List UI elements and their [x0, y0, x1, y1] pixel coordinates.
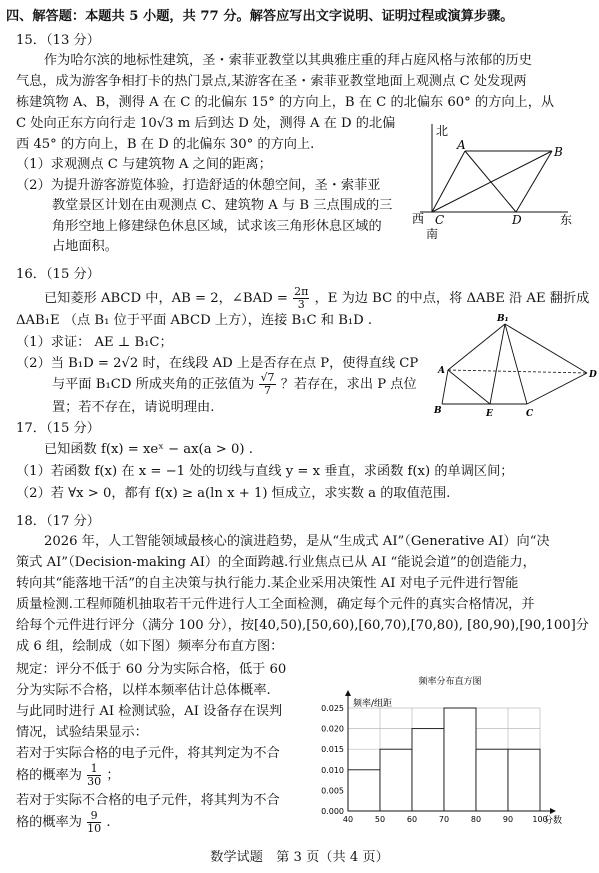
angle-denominator: 3 [297, 298, 305, 311]
point-b1-label: B₁ [497, 314, 509, 324]
q15-subquestion-2-line-1: （2）为提升游客游览体验，打造舒适的休憩空间，圣・索菲亚 [16, 178, 381, 193]
point-c-label-q16: C [526, 409, 534, 419]
q18-rule-line-2: 分为实际不合格，以样本频率估计总体概率. [16, 683, 271, 698]
point-d-label-q16: D [589, 370, 597, 380]
q15-text-line-1: 作为哈尔滨的地标性建筑，圣・索菲亚教堂以其典雅庄重的拜占庭风格与浓郁的历史 [44, 53, 532, 68]
q18-text-line-3: 转向其“能落地干活”的自主决策与执行能力.某企业采用决策性 AI 对电子元件进行智能 [16, 576, 519, 591]
prob-denominator-2: 10 [87, 822, 102, 835]
q18-rule-line-1: 规定：评分不低于 60 分为实际合格，低于 60 [16, 662, 287, 677]
histogram-bar [348, 770, 380, 811]
prob-fraction-2 [87, 810, 101, 835]
q16-text-line-1b: ，E 为边 BC 的中点，将 ΔABE 沿 AE 翻折成 [314, 291, 590, 306]
q17-subquestion-2: （2）若 ∀x > 0，都有 f(x) ≥ a(ln x + 1) 恒成立，求实数 a 的取值范围. [16, 486, 451, 501]
q18-text-line-5: 给每个元件进行评分（满分 100 分），按[40,50),[50,60),[60,70),[70,80), [80,90),[90,100]分 [16, 618, 589, 633]
frequency-histogram [300, 668, 590, 828]
q18-text-line-2: 策式 AI”（Decision-making AI）的全面跨越.行业焦点已从 AI “能说会道”的创造能力， [16, 555, 536, 570]
q18-rule-line-7: 若对于实际不合格的电子元件，将其判为不合 [16, 793, 280, 808]
q18-text-line-4: 质量检测.工程师随机抽取若干元件进行人工全面检测，确定每个元件的真实合格情况，并 [16, 597, 535, 612]
sine-numerator: √7 [260, 371, 275, 384]
q15-text-line-4 [16, 115, 395, 133]
section-header: 四、解答题：本题共 5 小题，共 77 分。解答应写出文字说明、证明过程或演算步骤。 [6, 9, 514, 24]
chart-ylabel: 频率/组距 [353, 699, 393, 709]
y-tick-label: 0.020 [321, 724, 344, 734]
point-e-label: E [486, 409, 493, 419]
q18-rule-line-8 [16, 808, 111, 838]
prob-numerator-2: 9 [87, 810, 101, 823]
x-axis-arrow [550, 808, 556, 814]
histogram-bar [412, 729, 444, 811]
histogram-bar [380, 749, 412, 811]
east-label: 东 [560, 213, 573, 227]
point-b-label-q16: B [434, 406, 442, 416]
prob-numerator-1: 1 [87, 763, 101, 776]
q15-subquestion-1: （1）求观测点 C 与建筑物 A 之间的距离； [16, 157, 272, 172]
q16-subquestion-2-line-2a: 与平面 B₁CD 所成夹角的正弦值为 [52, 377, 255, 392]
y-axis-arrow [345, 690, 351, 696]
angle-numerator: 2π [294, 285, 309, 298]
histogram-bar [508, 749, 540, 811]
x-tick-label: 100 [532, 815, 548, 824]
prob-fraction-1 [87, 763, 101, 788]
q15-subquestion-2-line-2: 教堂景区计划在由观测点 C、建筑物 A 与 B 三点围成的三 [52, 198, 393, 213]
sine-fraction [259, 372, 275, 397]
point-c-label: C [435, 213, 445, 227]
q18-rule-line-6b: ； [106, 768, 120, 783]
q18-rule-line-8a: 格的概率为 [16, 815, 82, 830]
q18-rule-line-8b: . [106, 815, 111, 830]
q17-text-line-1: 已知函数 f(x) = xeˣ − ax(a > 0) . [44, 442, 253, 457]
x-tick-label: 80 [470, 815, 482, 824]
q15-distance: 10√3 m [140, 116, 191, 131]
x-tick-label: 50 [374, 815, 386, 824]
sine-denominator: 7 [263, 384, 271, 397]
q15-text-line-4a: C 处向正东方向行走 [16, 116, 136, 131]
q18-rule-line-6a: 格的概率为 [16, 768, 82, 783]
histogram-bar [444, 708, 476, 811]
q16-heading: 16．（15 分） [16, 267, 100, 282]
q18-rule-line-4: 情况，试验结果显示： [16, 725, 148, 740]
x-tick-label: 60 [406, 815, 418, 824]
q16-pyramid-figure [432, 312, 597, 422]
q18-rule-line-5: 若对于实际合格的电子元件，将其判定为不合 [16, 746, 280, 761]
q18-text-line-6: 成 6 组，绘制成（如下图）频率分布直方图： [16, 639, 284, 654]
y-tick-label: 0.010 [321, 765, 344, 775]
q18-rule-line-3: 与此同时进行 AI 检测试验，AI 设备存在误判 [16, 704, 283, 719]
q16-text-line-1a: 已知菱形 ABCD 中，AB = 2，∠BAD = [44, 291, 288, 306]
q18-heading: 18．（17 分） [16, 514, 100, 529]
prob-denominator-1: 30 [87, 775, 102, 788]
q16-subquestion-2-line-2 [52, 370, 417, 400]
point-a-label: A [457, 138, 466, 152]
angle-fraction [293, 286, 309, 311]
q15-heading: 15．（13 分） [16, 33, 100, 48]
q16-text-line-2: ΔAB₁E （点 B₁ 位于平面 ABCD 上方），连接 B₁C 和 B₁D . [16, 313, 373, 328]
q15-subquestion-2-line-4: 占地面积。 [52, 239, 118, 254]
q15-text-line-2: 气息，成为游客争相打卡的热门景点,某游客在圣・索菲亚教堂地面上观测点 C 处发现两 [16, 74, 527, 89]
q16-subquestion-2-line-1: （2）当 B₁D = 2√2 时，在线段 AD 上是否存在点 P，使得直线 CP [16, 356, 419, 371]
histogram-bar [476, 749, 508, 811]
q15-geometry-figure [410, 118, 590, 246]
q16-subquestion-1: （1）求证： AE ⊥ B₁C； [16, 335, 173, 350]
q17-subquestion-1: （1）若函数 f(x) 在 x = −1 处的切线与直线 y = x 垂直，求函数 f(x) 的单调区间； [16, 464, 514, 479]
y-tick-label: 0.000 [321, 807, 344, 816]
q15-text-line-4c: 后到达 D 处，测得 A 在 D 的北偏 [194, 116, 396, 131]
q17-heading: 17．（15 分） [16, 421, 100, 436]
x-tick-label: 40 [342, 815, 354, 824]
north-label: 北 [436, 124, 449, 138]
q15-text-line-5: 西 45° 的方向上，B 在 D 的北偏东 30° 的方向上. [16, 137, 315, 152]
page-footer: 数学试题 第 3 页（共 4 页） [210, 850, 389, 865]
chart-xlabel: 分数 [544, 816, 563, 826]
q15-subquestion-2-line-3: 角形空地上修建绿色休息区域，试求该三角形休息区域的 [52, 219, 382, 234]
q15-text-line-3: 栋建筑物 A、B，测得 A 在 C 的北偏东 15° 的方向上，B 在 C 的北偏东 60° 的方向上，从 [16, 95, 555, 110]
west-label: 西 [412, 212, 425, 226]
y-tick-label: 0.025 [321, 704, 344, 713]
q16-subquestion-2-line-3: 置；若不存在，请说明理由. [52, 400, 215, 415]
q16-subquestion-2-line-2b: ？若存在，求出 P 点位 [280, 377, 417, 392]
q16-text-line-1 [44, 284, 589, 314]
point-b-label: B [554, 145, 563, 159]
q18-text-line-1: 2026 年，人工智能领域最核心的演进趋势，是从“生成式 AI”（Generative AI）向“决 [44, 534, 550, 549]
south-label: 南 [426, 227, 439, 241]
q18-rule-line-6 [16, 761, 120, 791]
point-a-label-q16: A [438, 366, 445, 376]
y-tick-label: 0.015 [321, 745, 344, 755]
y-tick-label: 0.005 [321, 786, 344, 796]
point-d-label: D [512, 213, 522, 227]
x-tick-label: 70 [438, 815, 450, 824]
x-tick-label: 90 [502, 815, 514, 824]
chart-title: 频率分布直方图 [418, 677, 482, 687]
